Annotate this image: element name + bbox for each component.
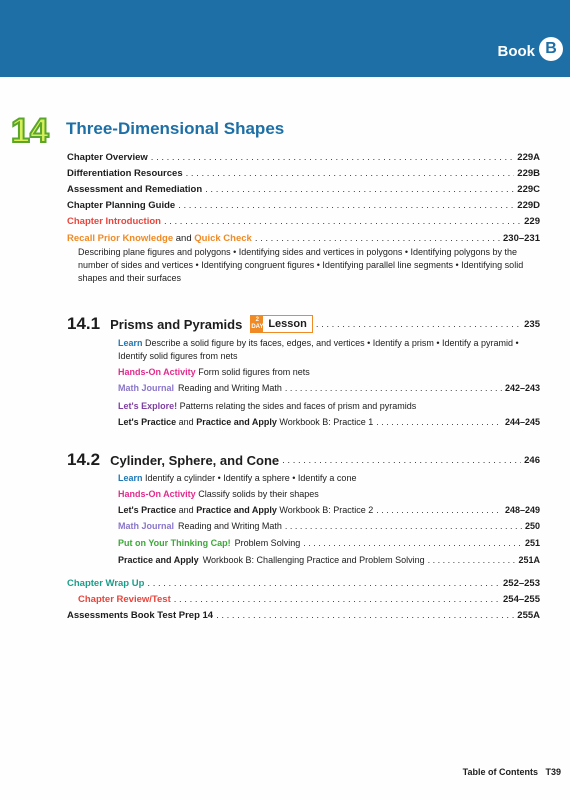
s2-apply[interactable] <box>118 555 540 565</box>
practice-page: 248–249 <box>504 505 540 515</box>
handson-label: Hands-On Activity <box>118 367 196 377</box>
toc-row-overview[interactable] <box>67 152 540 163</box>
journal-text: Reading and Writing Math <box>178 383 282 393</box>
section-page: 235 <box>524 318 540 330</box>
toc-row-recall[interactable]: Recall Prior Knowledge and Quick Check . . . 230–231 <box>67 233 540 244</box>
apply-text: Workbook B: Challenging Practice and Problem Solving <box>202 555 425 565</box>
toc-label: Chapter Introduction <box>67 216 161 227</box>
section-14-2-heading[interactable] <box>67 450 540 470</box>
lesson-days: 2 DAY <box>251 316 263 332</box>
practice-text: Workbook B: Practice 2 <box>276 505 374 515</box>
toc-page: 252–253 <box>503 578 540 589</box>
practice-apply-label: Practice and Apply <box>196 417 277 427</box>
apply-label: Practice and Apply <box>118 555 199 565</box>
s2-handson <box>118 489 319 499</box>
practice-text: Workbook B: Practice 1 <box>276 417 374 427</box>
thinking-label: Put on Your Thinking Cap! <box>118 538 231 548</box>
section-number: 14.2 <box>67 450 101 469</box>
lesson-label: Lesson <box>268 318 307 330</box>
handson-label: Hands-On Activity <box>118 489 196 499</box>
toc-row-planning[interactable] <box>67 200 540 211</box>
apply-page: 251A <box>518 555 540 565</box>
section-title: Cylinder, Sphere, and Cone <box>110 452 280 468</box>
learn-text: Identify a cylinder • Identify a sphere • Identify a cone <box>145 473 357 483</box>
toc-row-assessment[interactable] <box>67 184 540 195</box>
section-number: 14.1 <box>67 314 101 333</box>
handson-text: Form solid figures from nets <box>198 367 310 377</box>
s1-learn <box>118 337 538 363</box>
toc-page: 255A <box>517 610 540 621</box>
toc-page: 230–231 <box>503 233 540 244</box>
toc-label: Differentiation Resources <box>67 168 183 179</box>
s2-journal[interactable] <box>118 521 540 531</box>
s2-practice[interactable]: Let's Practice and Practice and Apply Workbook B: Practice 2 . . . 248–249 <box>118 505 540 515</box>
header-bar <box>0 0 570 77</box>
journal-page: 242–243 <box>504 383 540 393</box>
footer-page: T39 <box>545 767 561 777</box>
recall-label: Recall Prior Knowledge <box>67 233 174 244</box>
lesson-badge <box>250 315 313 333</box>
page-footer <box>463 767 561 777</box>
practice-page: 244–245 <box>504 417 540 427</box>
learn-label: Learn <box>118 473 143 483</box>
s1-explore <box>118 401 416 411</box>
journal-page: 250 <box>524 521 540 531</box>
toc-label: Chapter Overview <box>67 152 148 163</box>
toc-label: Chapter Planning Guide <box>67 200 176 211</box>
chapter-title: Three-Dimensional Shapes <box>66 119 285 138</box>
recall-description: Describing plane figures and polygons • Identifying sides and vertices in polygons • Identifying polygons by the number of sides and vertices • Identifying congruent figures • Identifying parallel line segments • Identifying solid shapes and their surfaces <box>78 247 524 283</box>
toc-page: 229D <box>517 200 540 211</box>
toc-row-review[interactable] <box>78 594 540 605</box>
journal-text: Reading and Writing Math <box>178 521 282 531</box>
journal-label: Math Journal <box>118 521 175 531</box>
s1-handson <box>118 367 310 377</box>
toc-page: 229A <box>517 152 540 163</box>
journal-label: Math Journal <box>118 383 175 393</box>
toc-label: Assessments Book Test Prep 14 <box>67 610 214 621</box>
toc-page: 229 <box>524 216 540 227</box>
book-label: Book <box>497 43 535 60</box>
explore-label: Let's Explore! <box>118 401 178 411</box>
thinking-page: 251 <box>524 538 540 548</box>
learn-label: Learn <box>118 338 143 348</box>
toc-row-introduction[interactable] <box>67 216 540 227</box>
practice-apply-label: Practice and Apply <box>196 505 277 515</box>
chapter-number: 14 <box>11 112 49 150</box>
s1-journal[interactable] <box>118 383 540 393</box>
chapter-number-graphic <box>9 110 57 150</box>
toc-row-wrapup[interactable] <box>67 578 540 589</box>
section-title: Prisms and Pyramids <box>110 316 243 332</box>
toc-page: 229B <box>517 168 540 179</box>
toc-label: Assessment and Remediation <box>67 184 203 195</box>
s2-thinking[interactable] <box>118 538 540 548</box>
toc-label: Chapter Review/Test <box>78 594 171 605</box>
book-letter-badge: B <box>539 37 563 61</box>
toc-row-differentiation[interactable] <box>67 168 540 179</box>
section-14-1-heading[interactable] <box>67 314 540 334</box>
toc-page: 229C <box>517 184 540 195</box>
explore-text: Patterns relating the sides and faces of prism and pyramids <box>179 401 417 411</box>
s2-learn <box>118 473 356 483</box>
toc-page: 254–255 <box>503 594 540 605</box>
handson-text: Classify solids by their shapes <box>198 489 319 499</box>
learn-text: Describe a solid figure by its faces, edges, and vertices • Identify a prism • Identify a pyramid • Identify solid figures from nets <box>118 338 519 361</box>
toc-row-testprep[interactable] <box>67 610 540 621</box>
quick-check-label: Quick Check <box>194 233 252 244</box>
practice-label: Let's Practice <box>118 505 177 515</box>
thinking-text: Problem Solving <box>234 538 301 548</box>
s1-practice[interactable]: Let's Practice and Practice and Apply Workbook B: Practice 1 . . . 244–245 <box>118 417 540 427</box>
practice-label: Let's Practice <box>118 417 177 427</box>
section-page: 246 <box>524 454 540 466</box>
footer-label: Table of Contents <box>462 767 538 777</box>
toc-label: Chapter Wrap Up <box>67 578 145 589</box>
